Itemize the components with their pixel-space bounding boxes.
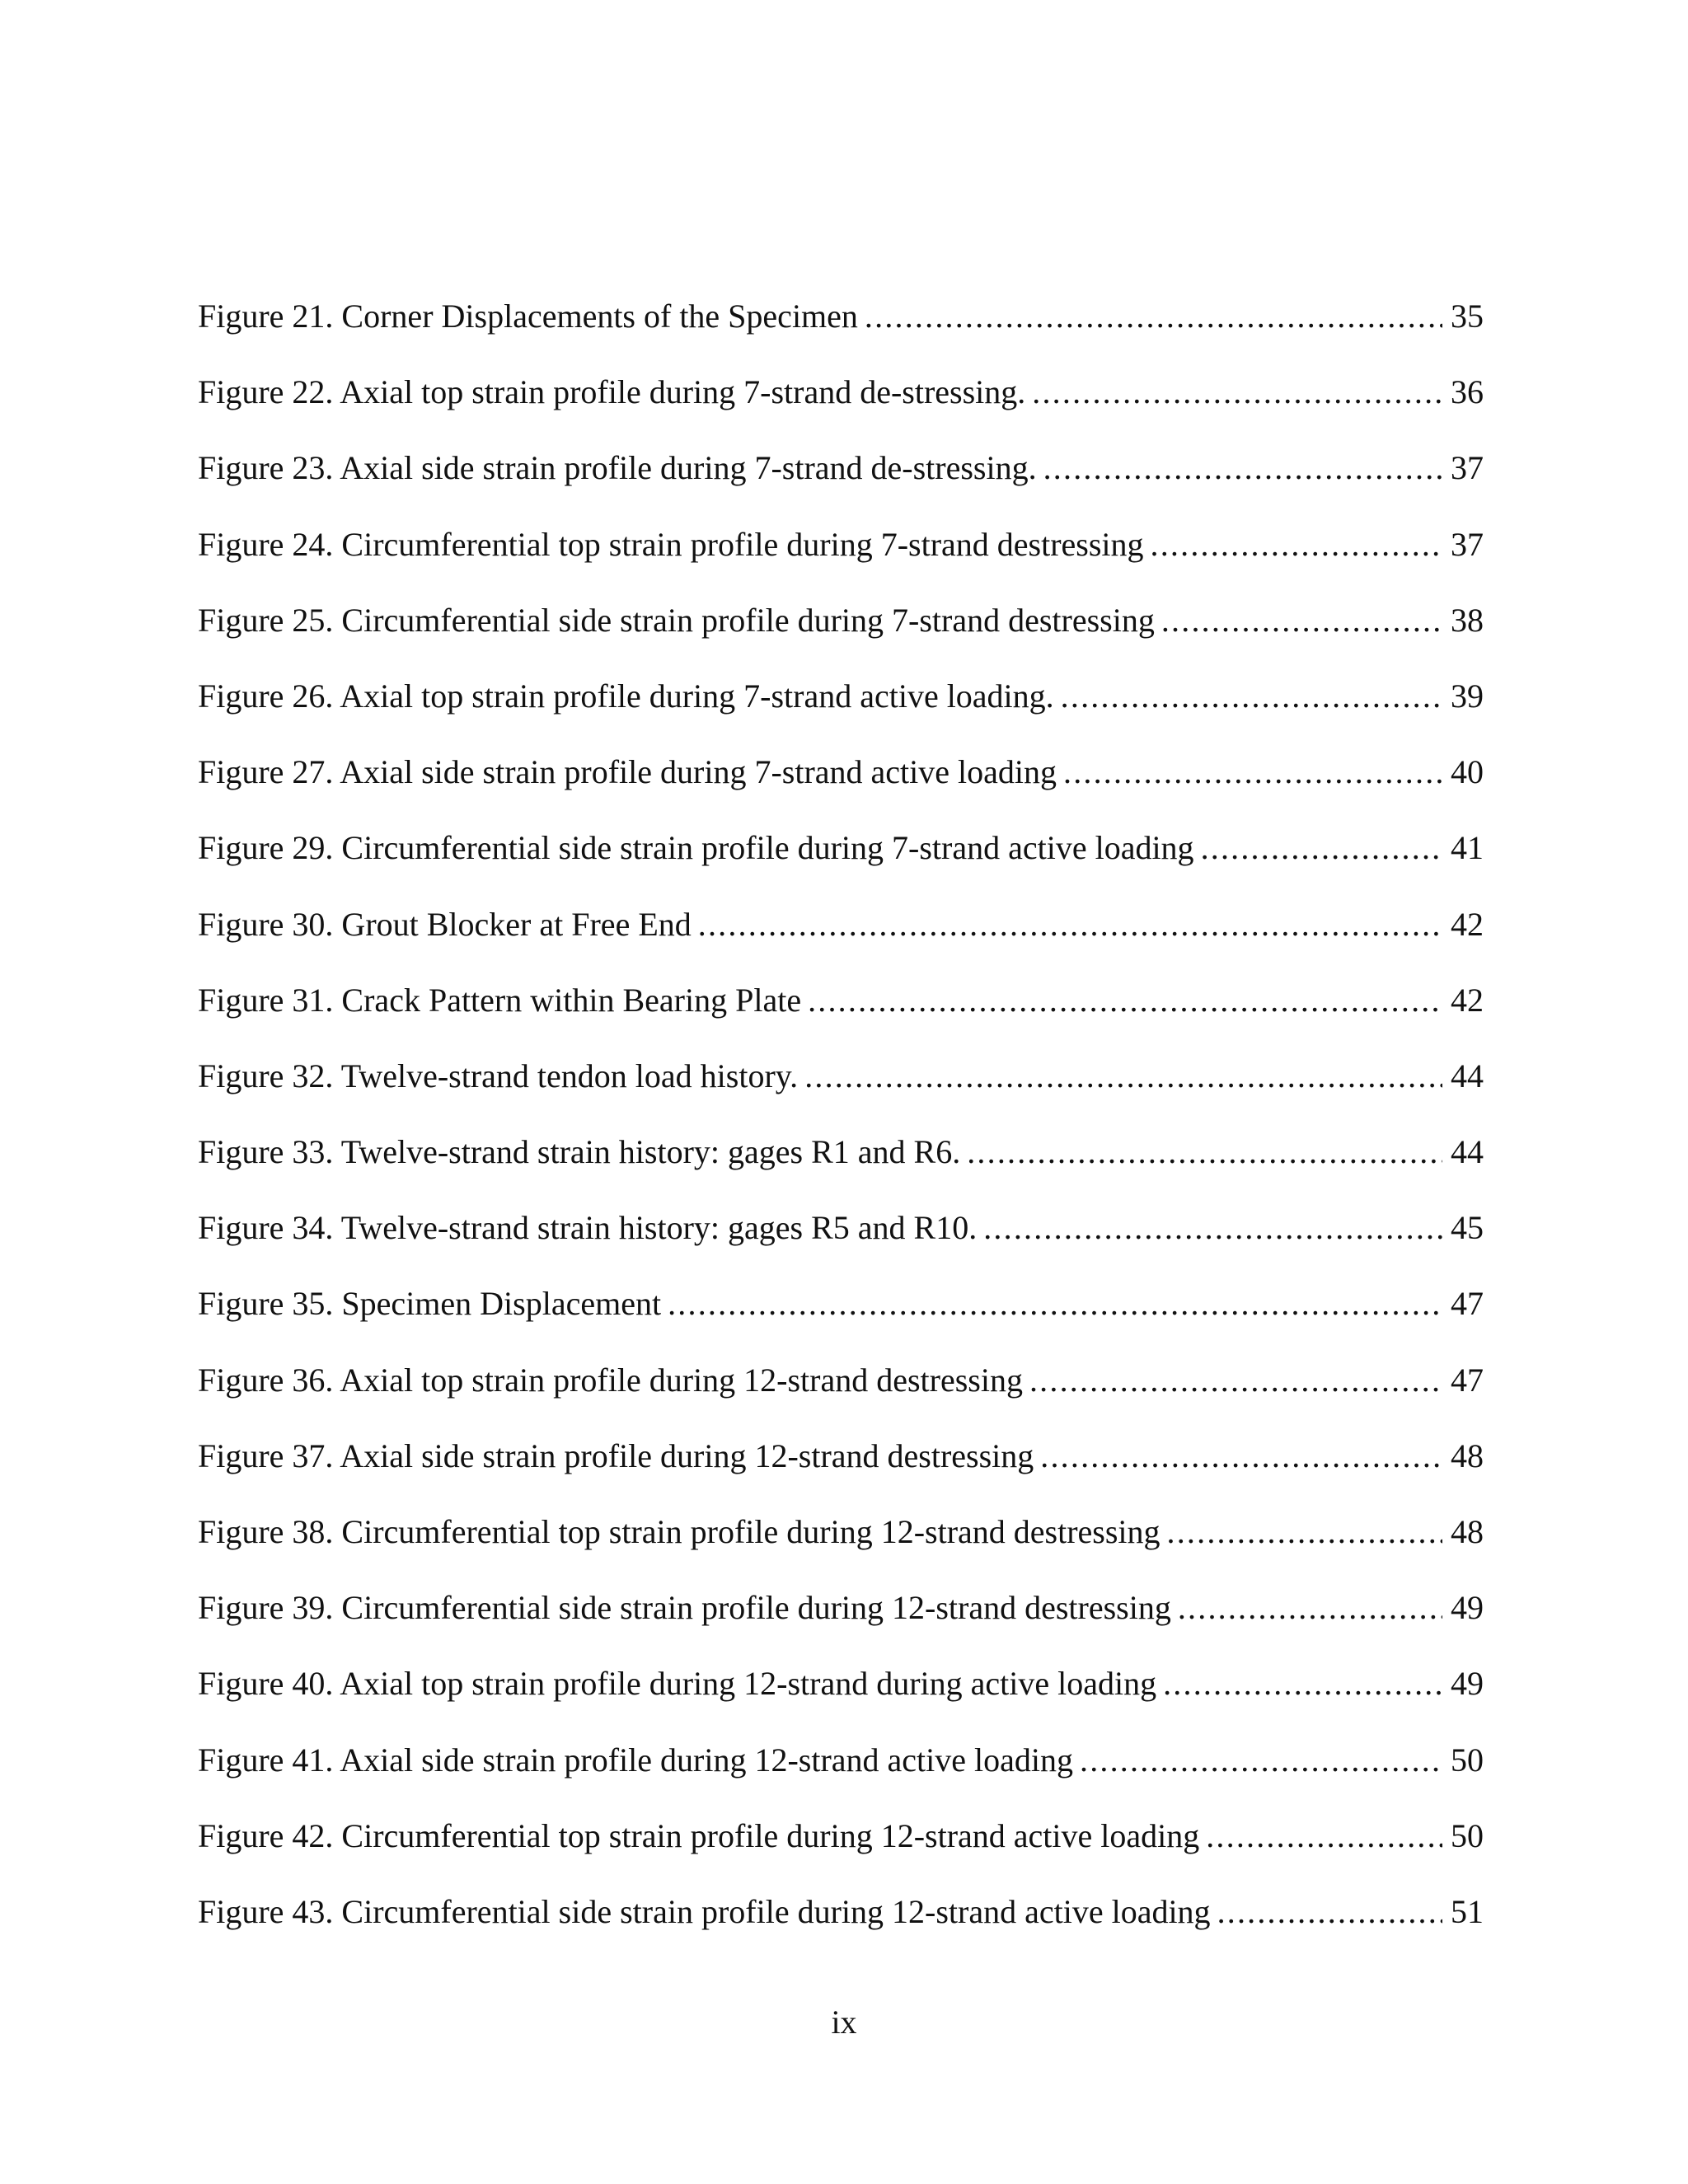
figure-page-number: 35 [1442,290,1484,343]
toc-entry [198,290,1484,366]
toc-entry [198,1657,1484,1733]
figure-page-number: 39 [1442,670,1484,723]
figure-page-number: 44 [1442,1126,1484,1179]
dot-leader [1032,366,1442,419]
figure-page-number: 47 [1442,1354,1484,1407]
dot-leader [983,1202,1442,1254]
toc-entry [198,1126,1484,1202]
figure-caption: Figure 22. Axial top strain profile during 7-strand de-stressing. [198,366,1032,419]
dot-leader [1151,518,1442,571]
figure-caption: Figure 26. Axial top strain profile during 7-strand active loading. [198,670,1061,723]
toc-entry [198,1582,1484,1657]
toc-entry [198,1506,1484,1582]
figure-page-number: 42 [1442,974,1484,1027]
toc-entry [198,1886,1484,1961]
toc-entry [198,1430,1484,1506]
dot-leader [1206,1810,1442,1863]
toc-entry [198,1050,1484,1126]
figure-page-number: 48 [1442,1430,1484,1483]
toc-entry [198,670,1484,746]
page-number-footer: ix [831,2004,857,2041]
figure-caption: Figure 33. Twelve-strand strain history: gages R1 and R6. [198,1126,967,1179]
figure-caption: Figure 34. Twelve-strand strain history: gages R5 and R10. [198,1202,983,1254]
figure-page-number: 41 [1442,822,1484,874]
figure-page-number: 50 [1442,1734,1484,1787]
dot-leader [1167,1506,1442,1558]
list-of-figures [198,290,1484,1961]
figure-page-number: 45 [1442,1202,1484,1254]
figure-caption: Figure 42. Circumferential top strain profile during 12-strand active loading [198,1810,1206,1863]
toc-entry [198,898,1484,974]
figure-page-number: 49 [1442,1582,1484,1634]
toc-entry [198,746,1484,822]
figure-caption: Figure 40. Axial top strain profile during 12-strand during active loading [198,1657,1163,1710]
toc-entry [198,518,1484,594]
figure-page-number: 51 [1442,1886,1484,1938]
toc-entry [198,1734,1484,1810]
dot-leader [865,290,1442,343]
figure-page-number: 48 [1442,1506,1484,1558]
dot-leader [1029,1354,1442,1407]
figure-caption: Figure 37. Axial side strain profile during 12-strand destressing [198,1430,1040,1483]
toc-entry [198,822,1484,898]
figure-caption: Figure 21. Corner Displacements of the Specimen [198,290,865,343]
dot-leader [1163,1657,1442,1710]
dot-leader [1043,442,1442,494]
dot-leader [1063,746,1442,799]
figure-page-number: 42 [1442,898,1484,951]
figure-caption: Figure 36. Axial top strain profile during 12-strand destressing [198,1354,1029,1407]
dot-leader [1201,822,1442,874]
figure-page-number: 47 [1442,1277,1484,1330]
toc-entry [198,1810,1484,1886]
figure-caption: Figure 29. Circumferential side strain profile during 7-strand active loading [198,822,1201,874]
figure-caption: Figure 27. Axial side strain profile during 7-strand active loading [198,746,1063,799]
figure-page-number: 37 [1442,442,1484,494]
figure-caption: Figure 31. Crack Pattern within Bearing Plate [198,974,808,1027]
toc-entry [198,366,1484,442]
figure-page-number: 36 [1442,366,1484,419]
figure-page-number: 49 [1442,1657,1484,1710]
dot-leader [668,1277,1442,1330]
toc-entry [198,974,1484,1050]
dot-leader [1178,1582,1442,1634]
dot-leader [1161,594,1442,647]
figure-caption: Figure 24. Circumferential top strain profile during 7-strand destressing [198,518,1151,571]
figure-page-number: 37 [1442,518,1484,571]
dot-leader [1217,1886,1442,1938]
figure-page-number: 50 [1442,1810,1484,1863]
figure-caption: Figure 38. Circumferential top strain profile during 12-strand destressing [198,1506,1167,1558]
toc-entry [198,1277,1484,1353]
figure-caption: Figure 43. Circumferential side strain profile during 12-strand active loading [198,1886,1217,1938]
dot-leader [1080,1734,1442,1787]
dot-leader [808,974,1442,1027]
figure-caption: Figure 41. Axial side strain profile during 12-strand active loading [198,1734,1080,1787]
figure-page-number: 44 [1442,1050,1484,1103]
dot-leader [804,1050,1442,1103]
figure-page-number: 40 [1442,746,1484,799]
figure-page-number: 38 [1442,594,1484,647]
toc-entry [198,594,1484,670]
figure-caption: Figure 23. Axial side strain profile during 7-strand de-stressing. [198,442,1043,494]
dot-leader [698,898,1442,951]
toc-entry [198,442,1484,518]
figure-caption: Figure 32. Twelve-strand tendon load history. [198,1050,804,1103]
figure-caption: Figure 30. Grout Blocker at Free End [198,898,698,951]
dot-leader [967,1126,1442,1179]
figure-caption: Figure 25. Circumferential side strain profile during 7-strand destressing [198,594,1161,647]
dot-leader [1040,1430,1442,1483]
dot-leader [1061,670,1442,723]
figure-caption: Figure 39. Circumferential side strain profile during 12-strand destressing [198,1582,1178,1634]
toc-entry [198,1202,1484,1277]
toc-entry [198,1354,1484,1430]
figure-caption: Figure 35. Specimen Displacement [198,1277,668,1330]
